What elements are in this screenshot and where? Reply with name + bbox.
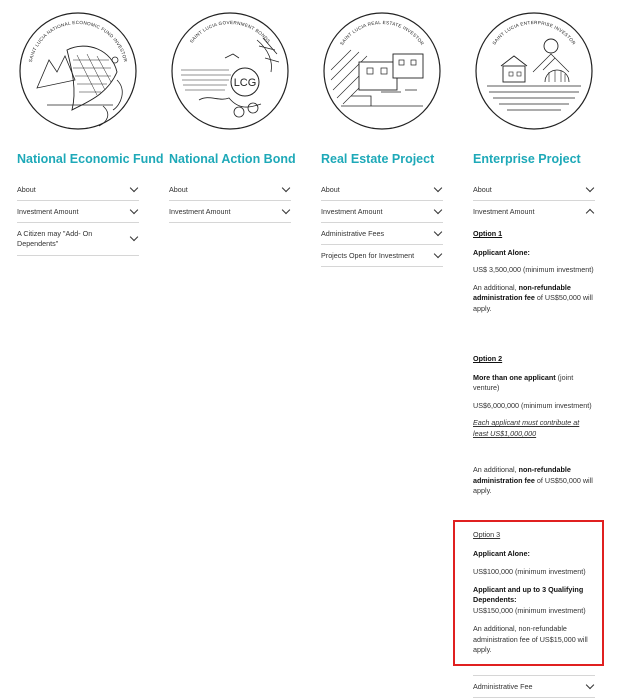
chevron-down-icon: [281, 207, 291, 217]
accordion-item-label: About: [169, 184, 188, 194]
option-2-fee: An additional, non-refundable administration fee of US$50,000 will apply.: [473, 465, 593, 495]
accordion-item-investment-amount[interactable]: [321, 201, 443, 223]
accordion-item-label: About: [473, 184, 492, 194]
accordion-enterprise-bottom: [473, 675, 595, 698]
accordion-item-investment-amount[interactable]: [169, 201, 291, 223]
chevron-down-icon: [281, 185, 291, 195]
svg-text:SAINT LUCIA REAL ESTATE INVEST: SAINT LUCIA REAL ESTATE INVESTOR: [339, 19, 425, 47]
accordion-item-projects-open[interactable]: [321, 245, 443, 267]
chevron-down-icon: [433, 207, 443, 217]
svg-text:LCG: LCG: [233, 77, 257, 89]
option-3-dependents: Applicant and up to 3 Qualifying Dependents:: [473, 584, 584, 604]
option-1-fee: An additional, non-refundable administration fee of US$50,000 will apply.: [473, 282, 593, 313]
option-3-applicant: Applicant Alone:: [473, 548, 530, 558]
chevron-up-icon: [585, 207, 595, 217]
page-title-enterprise-project: Enterprise Project: [473, 152, 581, 166]
option-3-heading: Option 3: [473, 530, 501, 539]
accordion-item-about[interactable]: [169, 179, 291, 201]
enterprise-project-seal: [473, 10, 595, 132]
accordion-item-label: Projects Open for Investment: [321, 250, 415, 260]
national-economic-fund-seal: [17, 10, 139, 132]
svg-text:SAINT LUCIA ENTERPRISE INVESTO: SAINT LUCIA ENTERPRISE INVESTOR: [491, 19, 577, 46]
accordion-item-administrative-fees[interactable]: [321, 223, 443, 245]
accordion-real-estate-project: [321, 179, 443, 267]
chevron-down-icon: [585, 185, 595, 195]
accordion-item-label: About: [17, 184, 36, 194]
accordion-item-label: A Citizen may "Add- On Dependents": [17, 229, 93, 248]
accordion-item-label: Investment Amount: [169, 206, 231, 216]
option-2-applicant: More than one applicant (joint venture): [473, 372, 574, 392]
option-2-amount: US$6,000,000 (minimum investment): [473, 400, 592, 410]
accordion-item-label: Administrative Fees: [321, 228, 385, 238]
chevron-down-icon: [433, 229, 443, 239]
highlight-box: [453, 520, 604, 666]
option-1-applicant: Applicant Alone:: [473, 247, 530, 257]
page-title-national-action-bond: National Action Bond: [169, 152, 296, 166]
accordion-item-label: About: [321, 184, 340, 194]
chevron-down-icon: [129, 207, 139, 217]
option-3-amount: US$100,000 (minimum investment): [473, 567, 586, 576]
chevron-down-icon: [433, 185, 443, 195]
accordion-item-investment-amount[interactable]: [473, 201, 595, 222]
chevron-down-icon: [129, 185, 139, 195]
option-2-heading: Option 2: [473, 354, 503, 363]
accordion-national-economic-fund: [17, 179, 139, 256]
chevron-down-icon: [129, 234, 139, 244]
accordion-item-about[interactable]: [473, 179, 595, 201]
accordion-item-label: Investment Amount: [17, 206, 79, 216]
accordion-item-label: Investment Amount: [473, 206, 535, 216]
accordion-item-investment-amount[interactable]: [17, 201, 139, 223]
accordion-item-administrative-fee[interactable]: [473, 675, 595, 698]
option-1-heading: Option 1: [473, 229, 503, 238]
option-1-amount: US$ 3,500,000 (minimum investment): [473, 265, 594, 274]
chevron-down-icon: [433, 251, 443, 261]
option-2-panel: [473, 354, 595, 497]
option-3-fee: An additional, non-refundable administration fee of US$15,000 will apply.: [473, 624, 588, 654]
page-title-real-estate-project: Real Estate Project: [321, 152, 435, 166]
chevron-down-icon: [585, 682, 595, 692]
accordion-item-label: Investment Amount: [321, 206, 383, 216]
svg-text:SAINT LUCIA GOVERNMENT BONDS: SAINT LUCIA GOVERNMENT BONDS: [188, 19, 272, 44]
real-estate-project-seal: [321, 10, 443, 132]
accordion-item-about[interactable]: [17, 179, 139, 201]
accordion-item-label: Administrative Fee: [473, 681, 533, 691]
accordion-item-add-on-dependents[interactable]: [17, 223, 139, 256]
svg-text:SAINT LUCIA NATIONAL ECONOMIC: SAINT LUCIA NATIONAL ECONOMIC FUND INVESTOR: [27, 19, 129, 63]
accordion-item-about[interactable]: [321, 179, 443, 201]
page-title-national-economic-fund: National Economic Fund: [17, 152, 164, 166]
option-2-contribute: Each applicant must contribute at least US$1,000,000: [473, 418, 580, 438]
option-1-panel: [473, 229, 595, 314]
accordion-national-action-bond: [169, 179, 291, 223]
accordion-enterprise-project: [473, 179, 595, 222]
national-action-bond-seal: [169, 10, 291, 132]
option-3-dependents-amount: US$150,000 (minimum investment): [473, 605, 586, 615]
